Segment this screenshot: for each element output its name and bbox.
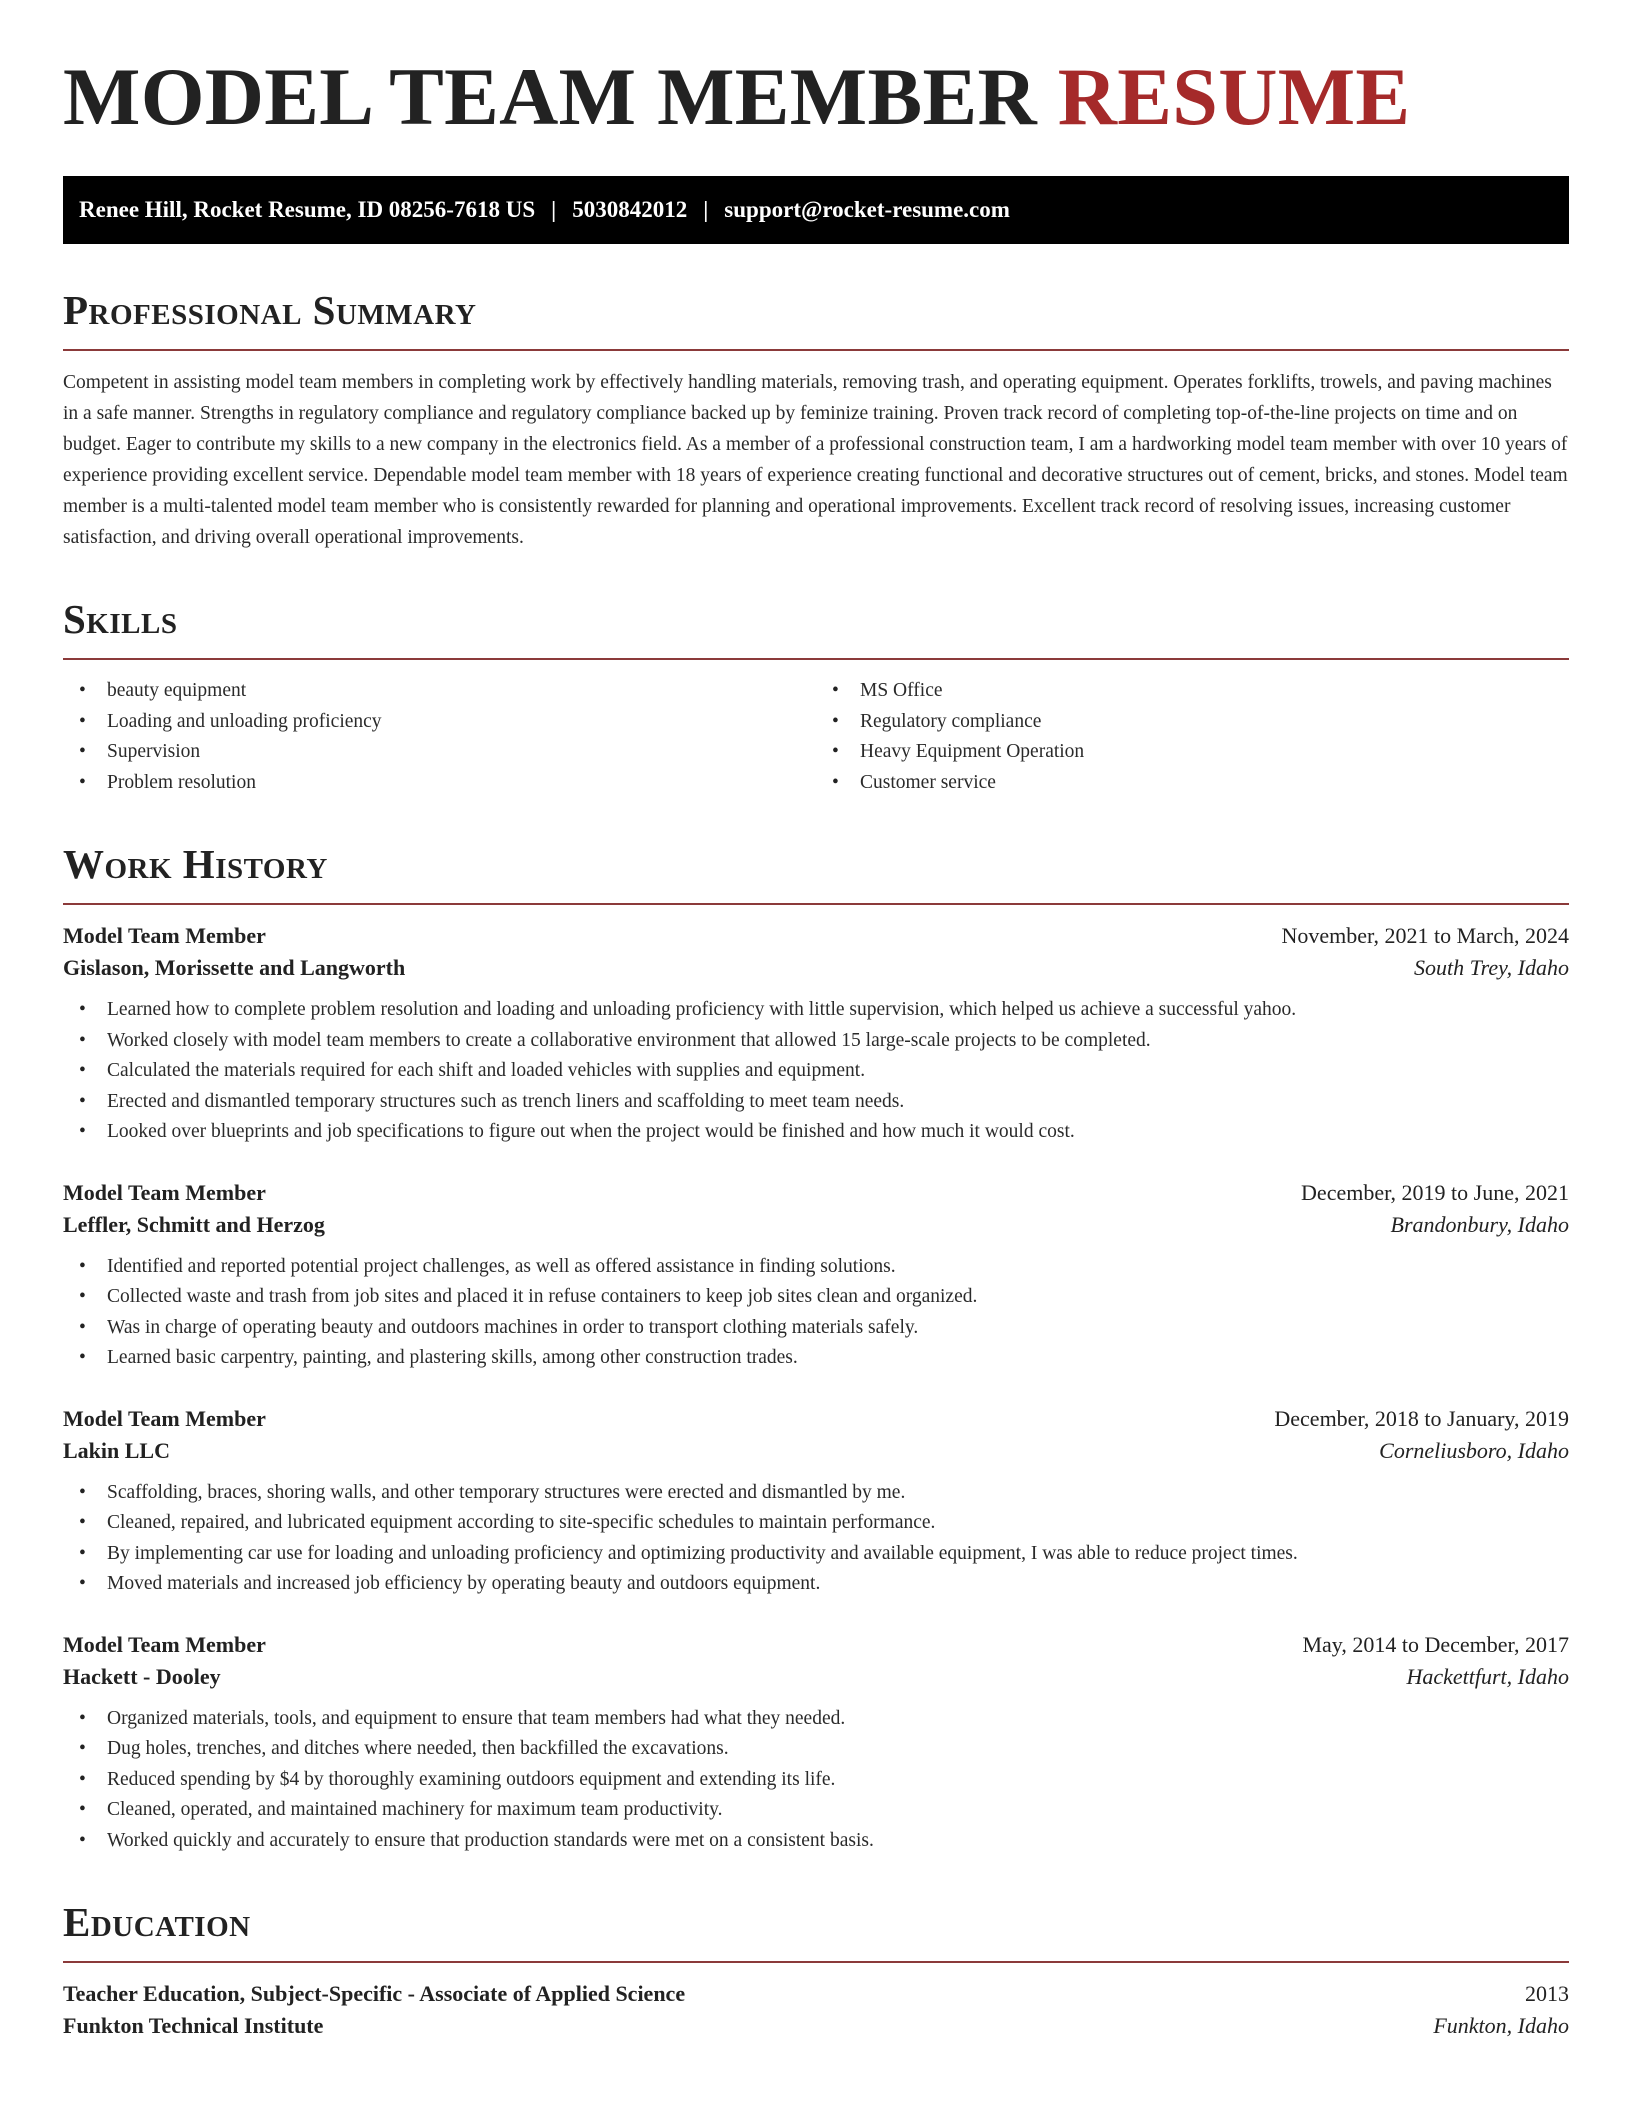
job-dates: November, 2021 to March, 2024 (1281, 923, 1569, 948)
job-location: Brandonbury, Idaho (1390, 1211, 1569, 1237)
education-section (63, 1899, 1569, 2039)
job-company: Leffler, Schmitt and Herzog (63, 1211, 325, 1237)
contact-phone: 5030842012 (572, 197, 688, 222)
job-header-row (63, 1406, 1569, 1432)
skills-list-left (63, 676, 816, 798)
job-company-row (63, 955, 1569, 981)
skill-item: • beauty equipment (63, 676, 816, 707)
job-entry (63, 923, 1569, 1148)
job-bullet: • Learned basic carpentry, painting, and plastering skills, among other construction trades. (63, 1343, 1569, 1374)
job-bullet: • Worked quickly and accurately to ensure that production standards were met on a consistent basis. (63, 1826, 1569, 1857)
job-entry (63, 1406, 1569, 1600)
job-dates: December, 2019 to June, 2021 (1301, 1179, 1569, 1205)
section-heading: Work History (63, 841, 328, 887)
job-entry (63, 1632, 1569, 1857)
job-bullet: • Looked over blueprints and job specifications to figure out when the project would be finished and how much it would cost. (63, 1117, 1569, 1148)
contact-address: Renee Hill, Rocket Resume, ID 08256-7618 US (79, 197, 536, 222)
job-dates: December, 2018 to January, 2019 (1274, 1405, 1569, 1431)
job-bullet: • Was in charge of operating beauty and outdoors machines in order to transport clothing materials safely. (63, 1313, 1569, 1344)
job-bullet: • Identified and reported potential project challenges, as well as offered assistance in finding solutions. (63, 1252, 1569, 1283)
contact-separator: | (703, 197, 709, 222)
skill-item: • Heavy Equipment Operation (816, 737, 1569, 768)
job-title: Model Team Member (63, 1179, 266, 1205)
education-entry (63, 1981, 1569, 2039)
education-degree-row (63, 1981, 1569, 2007)
skill-item: • Loading and unloading proficiency (63, 707, 816, 738)
education-school: Funkton Technical Institute (63, 2013, 324, 2038)
job-bullet: • Dug holes, trenches, and ditches where needed, then backfilled the excavations. (63, 1734, 1569, 1765)
section-divider (63, 1961, 1569, 1963)
resume-title (63, 51, 1569, 142)
skill-item: • Customer service (816, 768, 1569, 799)
skills-section (63, 596, 1569, 798)
education-school-row (63, 2013, 1569, 2039)
section-divider (63, 349, 1569, 351)
job-company-row (63, 1664, 1569, 1690)
job-bullet: • Reduced spending by $4 by thoroughly examining outdoors equipment and extending its life. (63, 1765, 1569, 1796)
job-company-row (63, 1212, 1569, 1238)
job-header-row (63, 923, 1569, 949)
job-bullet: • Organized materials, tools, and equipment to ensure that team members had what they needed. (63, 1704, 1569, 1735)
section-heading: Education (63, 1899, 251, 1945)
job-bullet: • By implementing car use for loading and unloading proficiency and optimizing productivity and available equipment, I was able to reduce project times. (63, 1539, 1569, 1570)
job-company: Gislason, Morissette and Langworth (63, 955, 406, 980)
job-bullets (63, 1252, 1569, 1374)
education-location: Funkton, Idaho (1433, 2013, 1569, 2038)
education-degree: Teacher Education, Subject-Specific - Associate of Applied Science (63, 1981, 686, 2006)
section-heading: Skills (63, 596, 178, 642)
job-header-row (63, 1180, 1569, 1206)
job-title: Model Team Member (63, 923, 266, 948)
job-bullets (63, 995, 1569, 1148)
job-dates: May, 2014 to December, 2017 (1302, 1631, 1569, 1657)
skills-list-right (816, 676, 1569, 798)
job-header-row (63, 1632, 1569, 1658)
job-company: Lakin LLC (63, 1437, 170, 1463)
skill-item: • Supervision (63, 737, 816, 768)
job-bullet: • Erected and dismantled temporary structures such as trench liners and scaffolding to meet team needs. (63, 1087, 1569, 1118)
job-location: Corneliusboro, Idaho (1379, 1437, 1569, 1463)
skill-item: • Problem resolution (63, 768, 816, 799)
contact-separator: | (551, 197, 557, 222)
job-bullet: • Learned how to complete problem resolution and loading and unloading proficiency with little supervision, which helped us achieve a successful yahoo. (63, 995, 1569, 1026)
skill-item: • Regulatory compliance (816, 707, 1569, 738)
job-bullet: • Moved materials and increased job efficiency by operating beauty and outdoors equipment. (63, 1569, 1569, 1600)
job-bullet: • Calculated the materials required for each shift and loaded vehicles with supplies and equipment. (63, 1056, 1569, 1087)
title-accent: RESUME (1057, 51, 1411, 142)
contact-email: support@rocket-resume.com (724, 197, 1010, 222)
job-bullets (63, 1704, 1569, 1857)
job-title: Model Team Member (63, 1405, 266, 1431)
title-main: MODEL TEAM MEMBER (63, 51, 1037, 142)
job-location: South Trey, Idaho (1413, 955, 1569, 980)
job-bullet: • Cleaned, repaired, and lubricated equipment according to site-specific schedules to maintain performance. (63, 1508, 1569, 1539)
job-company-row (63, 1438, 1569, 1464)
job-company: Hackett - Dooley (63, 1663, 221, 1689)
job-entry (63, 1180, 1569, 1374)
job-bullet: • Collected waste and trash from job sites and placed it in refuse containers to keep job sites clean and organized. (63, 1282, 1569, 1313)
work-history-section (63, 841, 1569, 1856)
job-bullet: • Cleaned, operated, and maintained machinery for maximum team productivity. (63, 1795, 1569, 1826)
summary-text: Competent in assisting model team members in completing work by effectively handling materials, removing trash, and operating equipment. Operates forklifts, trowels, and paving machines in a safe manner. Strengths in regulatory compliance and regulatory compliance backed up by feminize training. Proven track record of completing top-of-the-line projects on time and on budget. Eager to contribute my skills to a new company in the electronics field. As a member of a professional construction team, I am a hardworking model team member with over 10 years of experience providing excellent service. Dependable model team member with 18 years of experience creating functional and decorative structures out of cement, bricks, and stones. Model team member is a multi-talented model team member who is consistently rewarded for planning and operational improvements. Excellent track record of resolving issues, increasing customer satisfaction, and driving overall operational improvements. (63, 372, 1568, 548)
skills-grid (63, 676, 1569, 798)
job-bullets (63, 1478, 1569, 1600)
job-bullet: • Scaffolding, braces, shoring walls, and other temporary structures were erected and dismantled by me. (63, 1478, 1569, 1509)
education-year: 2013 (1525, 1981, 1569, 2006)
job-location: Hackettfurt, Idaho (1406, 1663, 1569, 1689)
contact-bar (63, 176, 1569, 244)
job-title: Model Team Member (63, 1631, 266, 1657)
section-heading: Professional Summary (63, 287, 477, 333)
section-divider (63, 658, 1569, 660)
job-bullet: • Worked closely with model team members to create a collaborative environment that allowed 15 large-scale projects to be completed. (63, 1026, 1569, 1057)
section-divider (63, 903, 1569, 905)
summary-section (63, 287, 1569, 553)
skill-item: • MS Office (816, 676, 1569, 707)
